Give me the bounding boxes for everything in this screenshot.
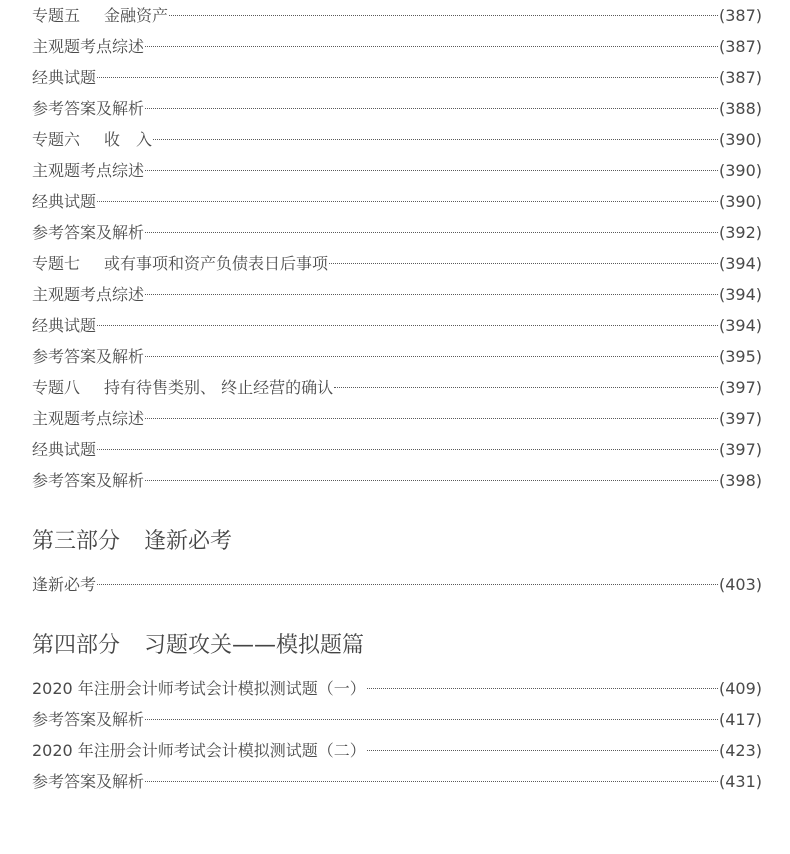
- toc-entry-text: 或有事项和资产负债表日后事项: [104, 254, 329, 273]
- toc-entry-title: [32, 186, 96, 217]
- toc-entry[interactable]: [32, 735, 762, 766]
- toc-entry[interactable]: [32, 248, 762, 279]
- toc-entry[interactable]: [32, 186, 762, 217]
- toc-entry-title: [32, 403, 144, 434]
- toc-entry-title: [32, 310, 96, 341]
- page-number: (394): [718, 316, 762, 335]
- page-number: (395): [718, 347, 762, 366]
- dot-leader: [145, 719, 718, 720]
- toc-entry-title: [32, 279, 144, 310]
- dot-leader: [97, 201, 718, 202]
- topic-number: 专题五: [32, 6, 81, 25]
- toc-entry-text: 主观题考点综述: [32, 285, 145, 304]
- toc-entry-title: [32, 31, 144, 62]
- page-number: (403): [718, 575, 762, 594]
- toc-entry-text: 收 入: [104, 130, 153, 149]
- toc-entry-title: [32, 341, 144, 372]
- dot-leader: [334, 387, 718, 388]
- table-of-contents: [32, 0, 762, 797]
- part4-entries: [32, 673, 762, 797]
- toc-entry[interactable]: [32, 434, 762, 465]
- toc-entry[interactable]: [32, 31, 762, 62]
- toc-entry-title: [32, 766, 144, 797]
- part4-title: 习题攻关——模拟题篇: [144, 633, 365, 658]
- dot-leader: [145, 356, 718, 357]
- toc-entry[interactable]: [32, 766, 762, 797]
- toc-entry[interactable]: [32, 372, 762, 403]
- page-number: (398): [718, 471, 762, 490]
- toc-entry-title: [32, 569, 96, 600]
- toc-entry[interactable]: [32, 673, 762, 704]
- toc-entry[interactable]: [32, 93, 762, 124]
- dot-leader: [145, 418, 718, 419]
- toc-entry-text: 持有待售类别、 终止经营的确认: [104, 378, 334, 397]
- dot-leader: [145, 480, 718, 481]
- toc-entry-text: 参考答案及解析: [32, 772, 145, 791]
- toc-entry-text: 经典试题: [32, 192, 97, 211]
- toc-entry-title: [32, 155, 144, 186]
- dot-leader: [145, 170, 718, 171]
- topic-number: 专题八: [32, 378, 81, 397]
- toc-entry-text: 经典试题: [32, 440, 97, 459]
- toc-entry[interactable]: [32, 465, 762, 496]
- toc-entry[interactable]: [32, 0, 762, 31]
- dot-leader: [145, 108, 718, 109]
- page-number: (394): [718, 285, 762, 304]
- toc-entry-title: [32, 704, 144, 735]
- page-number: (397): [718, 440, 762, 459]
- toc-entry-title: [32, 673, 366, 704]
- part4-label: 第四部分: [32, 633, 121, 658]
- dot-leader: [145, 781, 718, 782]
- part3-entries: [32, 569, 762, 600]
- page-number: (392): [718, 223, 762, 242]
- dot-leader: [145, 232, 718, 233]
- page-number: (397): [718, 409, 762, 428]
- page-number: (390): [718, 130, 762, 149]
- dot-leader: [145, 46, 718, 47]
- dot-leader: [169, 15, 718, 16]
- toc-entry-text: 经典试题: [32, 316, 97, 335]
- toc-entry-text: 参考答案及解析: [32, 347, 145, 366]
- toc-entry-title: [32, 124, 152, 155]
- toc-entry-text: 参考答案及解析: [32, 223, 145, 242]
- toc-entry[interactable]: [32, 704, 762, 735]
- part3-label: 第三部分: [32, 529, 121, 554]
- page-number: (417): [718, 710, 762, 729]
- dot-leader: [367, 750, 718, 751]
- page-number: (387): [718, 6, 762, 25]
- toc-entry-text: 参考答案及解析: [32, 710, 145, 729]
- toc-entry-text: 金融资产: [104, 6, 169, 25]
- page-number: (409): [718, 679, 762, 698]
- toc-entry-title: [32, 372, 333, 403]
- toc-entry-title: [32, 93, 144, 124]
- part3-title: 逢新必考: [144, 529, 233, 554]
- toc-entry[interactable]: [32, 569, 762, 600]
- toc-entry[interactable]: [32, 62, 762, 93]
- dot-leader: [97, 584, 718, 585]
- dot-leader: [329, 263, 718, 264]
- toc-entry[interactable]: [32, 217, 762, 248]
- page-number: (387): [718, 68, 762, 87]
- toc-entry[interactable]: [32, 310, 762, 341]
- part3-heading: [32, 522, 762, 562]
- toc-entry-text: 参考答案及解析: [32, 99, 145, 118]
- dot-leader: [367, 688, 718, 689]
- toc-entry-text: 参考答案及解析: [32, 471, 145, 490]
- page-number: (397): [718, 378, 762, 397]
- toc-entry[interactable]: [32, 403, 762, 434]
- dot-leader: [97, 77, 718, 78]
- page-number: (423): [718, 741, 762, 760]
- toc-entry-text: 2020 年注册会计师考试会计模拟测试题（二）: [32, 741, 366, 760]
- topic-number: 专题七: [32, 254, 81, 273]
- toc-entry-title: [32, 434, 96, 465]
- page-number: (390): [718, 192, 762, 211]
- page-number: (390): [718, 161, 762, 180]
- toc-entry-text: 主观题考点综述: [32, 161, 145, 180]
- toc-entry-title: [32, 465, 144, 496]
- part2-entries: [32, 0, 762, 496]
- page-number: (394): [718, 254, 762, 273]
- toc-entry-text: 主观题考点综述: [32, 409, 145, 428]
- part4-heading: [32, 626, 762, 666]
- toc-entry-text: 主观题考点综述: [32, 37, 145, 56]
- dot-leader: [97, 449, 718, 450]
- toc-entry-text: 经典试题: [32, 68, 97, 87]
- page-number: (388): [718, 99, 762, 118]
- topic-number: 专题六: [32, 130, 81, 149]
- toc-entry-title: [32, 735, 366, 766]
- toc-entry-title: [32, 0, 168, 31]
- toc-entry[interactable]: [32, 279, 762, 310]
- toc-entry[interactable]: [32, 124, 762, 155]
- page-number: (387): [718, 37, 762, 56]
- toc-entry-title: [32, 217, 144, 248]
- dot-leader: [153, 139, 718, 140]
- toc-entry-text: 逢新必考: [32, 575, 97, 594]
- toc-entry-title: [32, 248, 328, 279]
- toc-entry-text: 2020 年注册会计师考试会计模拟测试题（一）: [32, 679, 366, 698]
- dot-leader: [97, 325, 718, 326]
- toc-entry[interactable]: [32, 341, 762, 372]
- page-number: (431): [718, 772, 762, 791]
- dot-leader: [145, 294, 718, 295]
- toc-entry[interactable]: [32, 155, 762, 186]
- toc-entry-title: [32, 62, 96, 93]
